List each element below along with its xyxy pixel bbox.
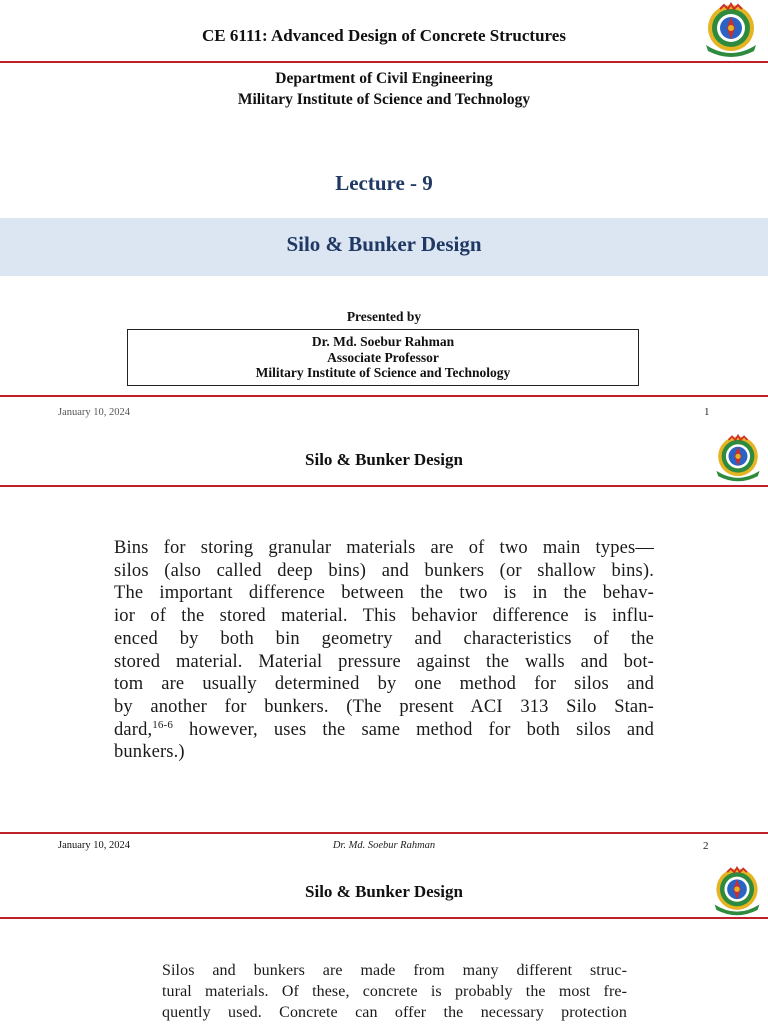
- presenter-title: Associate Professor: [327, 349, 439, 365]
- body-line: silos (also called deep bins) and bunkers (or shallow bins).: [114, 560, 654, 581]
- body-line: tom are usually determined by one method for silos and: [114, 674, 654, 695]
- slide2-title: Silo & Bunker Design: [305, 450, 463, 469]
- mist-logo-icon: [711, 433, 765, 483]
- slide2-date: January 10, 2024: [58, 840, 131, 851]
- institute-name: Military Institute of Science and Technology: [237, 91, 531, 108]
- slide2-author: Dr. Md. Soebur Rahman: [332, 840, 436, 851]
- presenter-name: Dr. Md. Soebur Rahman: [311, 334, 455, 349]
- body-text-fragment: dard,: [114, 719, 153, 740]
- mist-logo-icon: [709, 865, 765, 917]
- body-line: quently used. Concrete can offer the necessary protection: [162, 1004, 627, 1021]
- lecture-topic: Silo & Bunker Design: [286, 232, 482, 256]
- slide2-header-divider: [0, 485, 768, 487]
- body-line-citation: [114, 719, 654, 742]
- slide1-page-number: 1: [704, 406, 710, 418]
- body-line: stored material. Material pressure against the walls and bot-: [114, 651, 654, 672]
- slide2-body-text: [114, 537, 654, 764]
- presenter-institute: Military Institute of Science and Technology: [255, 365, 511, 380]
- department-block: [0, 68, 768, 110]
- body-line: Bins for storing granular materials are of two main types—: [114, 538, 654, 558]
- body-line: by another for bunkers. (The present ACI 313 Silo Stan-: [114, 696, 654, 717]
- body-line: bunkers.): [114, 742, 185, 763]
- slide1-date: January 10, 2024: [58, 407, 131, 418]
- mist-logo-icon: [700, 1, 762, 59]
- body-line: ior of the stored material. This behavior difference is influ-: [114, 606, 654, 627]
- body-line: The important difference between the two is in the behav-: [114, 583, 654, 604]
- body-line: tural materials. Of these, concrete is probably the most fre-: [162, 983, 627, 1000]
- lecture-number: Lecture - 9: [335, 171, 433, 195]
- slide3-title: Silo & Bunker Design: [305, 882, 463, 901]
- presenter-box: [127, 329, 639, 386]
- department-name: Department of Civil Engineering: [275, 70, 493, 87]
- course-title: CE 6111: Advanced Design of Concrete Structures: [202, 26, 566, 45]
- slide1-footer-divider: [0, 395, 768, 397]
- presented-by-label: Presented by: [346, 309, 422, 324]
- body-text-fragment: however, uses the same method for both silos and: [173, 719, 654, 740]
- slide3-header-divider: [0, 917, 768, 919]
- body-line: Silos and bunkers are made from many different struc-: [162, 962, 627, 979]
- body-line: enced by both bin geometry and characteristics of the: [114, 628, 654, 649]
- slide2-page-number: 2: [703, 840, 709, 852]
- citation-superscript: 16-6: [152, 718, 174, 731]
- slide2-footer-divider: [0, 832, 768, 834]
- header-divider: [0, 61, 768, 63]
- slide3-body-text: [162, 960, 627, 1023]
